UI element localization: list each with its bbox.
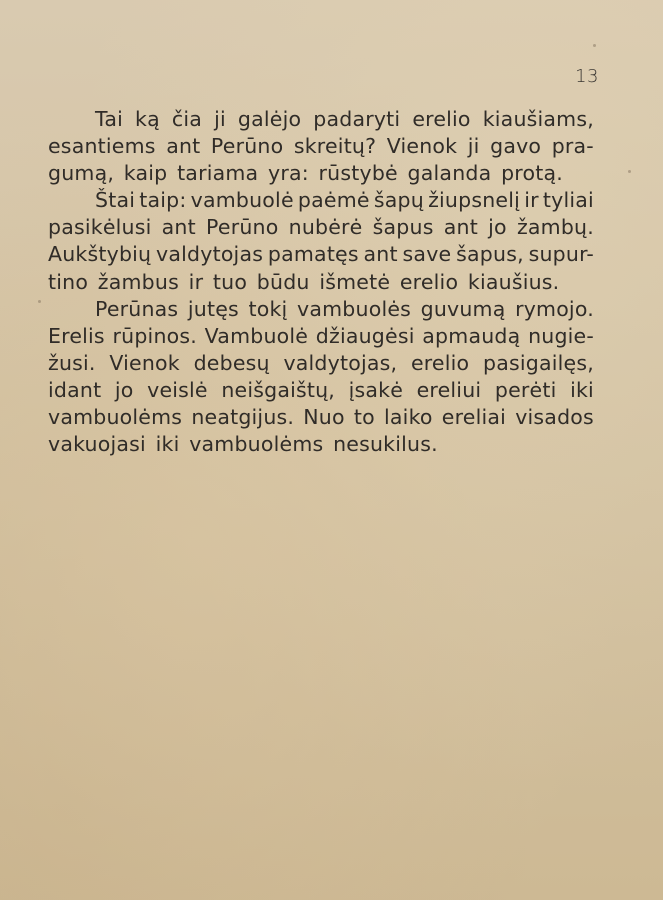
paper-speck: [628, 170, 631, 173]
text-line: Tai ką čia ji galėjo padaryti erelio kiaušiams,: [95, 107, 594, 131]
paragraph: [48, 106, 594, 187]
page-number: 13: [575, 66, 599, 87]
paragraph: [48, 187, 594, 295]
paragraph: [48, 296, 594, 459]
text-line: tino žambus ir tuo būdu išmetė erelio kiaušius.: [48, 269, 560, 294]
text-line: gumą, kaip tariama yra: rūstybė galanda protą.: [48, 161, 563, 186]
text-line: žusi. Vienok debesų valdytojas, erelio pasigailęs,: [48, 350, 594, 375]
text-line: Štai taip: vambuolė paėmė šapų žiupsnelį ir tyliai: [95, 188, 594, 213]
paper-speck: [38, 300, 41, 303]
text-line: vambuolėms neatgijus. Nuo to laiko ereliai visados: [48, 405, 594, 430]
text-line: idant jo veislė neišgaištų, įsakė ereliui perėti iki: [48, 377, 594, 402]
text-line: esantiems ant Perūno skreitų? Vienok ji gavo pra-: [48, 134, 594, 159]
text-line: vakuojasi iki vambuolėms nesukilus.: [48, 432, 438, 457]
paper-speck: [593, 44, 596, 47]
text-line: Perūnas jutęs tokį vambuolės guvumą rymojo.: [95, 296, 594, 321]
body-text: [48, 106, 594, 458]
text-line: Erelis rūpinos. Vambuolė džiaugėsi apmaudą nugie-: [48, 323, 594, 348]
text-line: Aukštybių valdytojas pamatęs ant save šapus, supur-: [48, 242, 594, 267]
text-line: pasikėlusi ant Perūno nubėrė šapus ant jo žambų.: [48, 215, 594, 240]
